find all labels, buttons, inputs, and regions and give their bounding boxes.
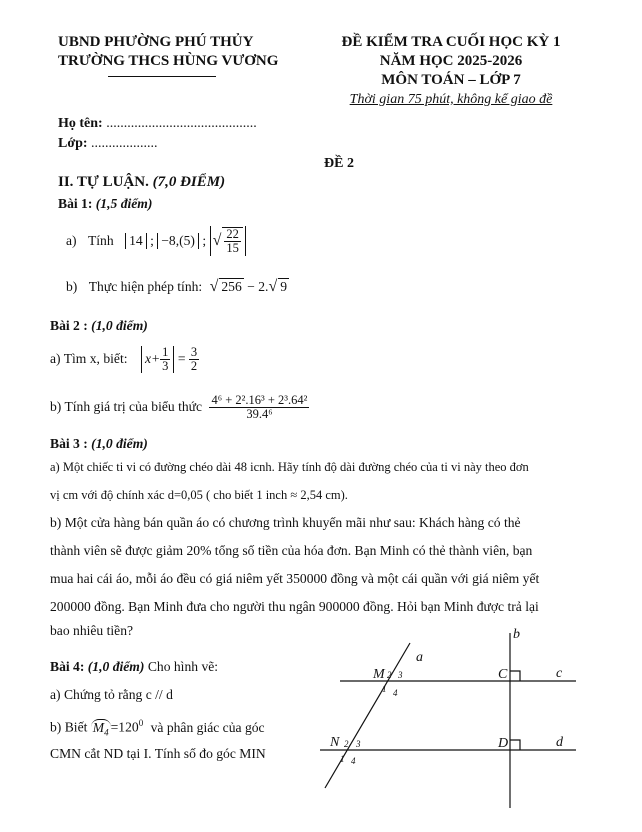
bai1-a-sep1: ;	[150, 232, 154, 248]
bai1-b-label: b)	[66, 279, 78, 294]
school-year: NĂM HỌC 2025-2026	[379, 53, 523, 69]
bai1-b-mid: − 2.	[247, 279, 269, 294]
bai1-a-abs1: 14	[125, 233, 147, 249]
bai2-b	[50, 394, 309, 421]
bai1-a	[66, 226, 246, 256]
bai1-b-rad1: 256	[221, 279, 242, 294]
bai2-a-eq: =	[177, 350, 186, 366]
bai1-b: b) Thực hiện phép tính: √ 256 − 2.√ 9	[66, 278, 288, 295]
class-label: Lớp:	[58, 136, 88, 151]
exam-title: ĐỀ KIỂM TRA CUỐI HỌC KỲ 1	[341, 34, 561, 50]
bai3-a-line2: vị cm với độ chính xác d=0,05 ( cho biết 1 inch ≈ 2,54 cm).	[50, 488, 348, 502]
bai4-heading	[50, 659, 218, 675]
bai2-a-abs	[141, 346, 174, 373]
class-dots: ...................	[91, 136, 158, 151]
bai1-a-sep2: ;	[202, 232, 207, 248]
right-angle-d	[510, 740, 520, 750]
section-title	[58, 174, 225, 191]
angle-n2: 2	[344, 739, 349, 749]
bai2-b-den: 39.4⁶	[246, 407, 273, 422]
bai1-heading	[58, 196, 152, 212]
name-dots: ...........................................	[106, 116, 257, 131]
section-points: (7,0 ĐIỂM)	[152, 174, 226, 190]
line-a	[325, 643, 410, 788]
bai2-a-rhs-num: 3	[190, 345, 198, 359]
bai1-a-abs2: −8,(5)	[157, 233, 199, 249]
student-name-line	[58, 116, 257, 132]
bai4-points: (1,0 điểm)	[87, 659, 145, 674]
angle-n1: 1	[340, 754, 345, 764]
angle-n3: 3	[356, 739, 361, 749]
bai3-b-line2: thành viên sẽ được giảm 20% tổng số tiền của hóa đơn. Bạn Minh có thẻ thành viên, bạn	[50, 543, 533, 558]
bai1-b-text: Thực hiện phép tính:	[88, 279, 203, 294]
label-c: c	[556, 666, 563, 681]
angle-m4: 4	[393, 688, 398, 698]
bai4-b-angle: $M_4$	[92, 719, 109, 738]
exam-code: ĐỀ 2	[324, 156, 354, 171]
bai1-a-label: a)	[66, 232, 77, 248]
bai4-b-post: và phân giác của góc	[150, 719, 265, 735]
bai1-title: Bài 1:	[58, 196, 93, 211]
label-N: N	[330, 735, 340, 750]
bai2-a-frac-num: 1	[162, 345, 169, 359]
label-a: a	[416, 650, 423, 665]
student-class-line	[58, 136, 158, 152]
bai4-title: Bài 4:	[50, 659, 85, 674]
bai2-b-text: b) Tính giá trị của biểu thức	[50, 398, 203, 414]
label-b: b	[513, 627, 520, 642]
bai1-points: (1,5 điểm)	[95, 196, 153, 211]
bai2-a	[50, 346, 199, 373]
label-C: C	[498, 667, 508, 682]
angle-n4: 4	[351, 756, 356, 766]
bai3-b-line1: b) Một cửa hàng bán quần áo có chương trình khuyến mãi như sau: Khách hàng có thẻ	[50, 515, 521, 530]
bai4-b-pre: b) Biết	[50, 719, 88, 735]
bai4-b-val: =120	[110, 719, 139, 735]
bai4-a: a) Chứng tỏ rằng c // d	[50, 687, 173, 702]
bai3-b-line3: mua hai cái áo, mỗi áo đều có giá niêm yết 350000 đồng và một cái quần với giá niêm yết	[50, 571, 540, 586]
bai2-title: Bài 2 :	[50, 318, 88, 333]
bai1-a-text: Tính	[87, 232, 114, 248]
exam-duration: Thời gian 75 phút, không kể giao đề	[349, 92, 553, 107]
bai3-b-line5: bao nhiêu tiền?	[50, 623, 134, 638]
label-M: M	[373, 667, 385, 682]
bai2-a-x: x+	[144, 350, 161, 366]
label-d: d	[556, 735, 563, 750]
bai3-title: Bài 3 :	[50, 436, 88, 451]
bai4-intro: Cho hình vẽ:	[147, 659, 219, 674]
bai2-a-rhs-den: 2	[190, 359, 198, 374]
bai3-b-line4: 200000 đồng. Bạn Minh đưa cho người thu ngân 900000 đồng. Hỏi bạn Minh được trả lại	[50, 599, 539, 614]
name-label: Họ tên:	[58, 116, 103, 131]
label-D: D	[498, 736, 509, 751]
bai2-heading	[50, 318, 148, 334]
header-underline	[108, 76, 216, 77]
bai3-heading	[50, 436, 148, 452]
right-angle-c	[510, 671, 520, 681]
angle-m2: 2	[387, 670, 392, 680]
bai4-b-line2: CMN cắt ND tại I. Tính số đo góc MIN	[50, 746, 266, 761]
bai1-b-rad2: 9	[280, 279, 288, 294]
bai2-points: (1,0 điểm)	[91, 318, 148, 333]
bai4-b-line1	[50, 718, 265, 737]
bai3-points: (1,0 điểm)	[91, 436, 148, 451]
bai3-a-line1: a) Một chiếc ti vi có đường chéo dài 48 icnh. Hãy tính độ dài đường chéo của ti vi này theo đơn	[50, 460, 529, 474]
bai4-b-deg: 0	[138, 718, 144, 728]
angle-m1: 1	[382, 684, 387, 694]
bai2-a-frac-den: 3	[162, 359, 169, 374]
school-district: UBND PHƯỜNG PHÚ THỦY	[58, 34, 254, 50]
bai2-a-text: a) Tìm x, biết:	[50, 350, 128, 366]
subject: MÔN TOÁN – LỚP 7	[381, 72, 521, 88]
section-title-text: II. TỰ LUẬN.	[58, 174, 149, 190]
geometry-figure	[300, 618, 600, 818]
bai1-a-abs3: √ $\frac{22}{15}$	[210, 226, 246, 256]
angle-m3: 3	[398, 670, 403, 680]
bai1-a-frac-den: 15	[226, 241, 239, 256]
school-name: TRƯỜNG THCS HÙNG VƯƠNG	[58, 53, 279, 69]
bai2-b-num: 4⁶ + 2².16³ + 2³.64²	[211, 393, 308, 407]
bai1-a-frac-num: 22	[226, 227, 239, 241]
